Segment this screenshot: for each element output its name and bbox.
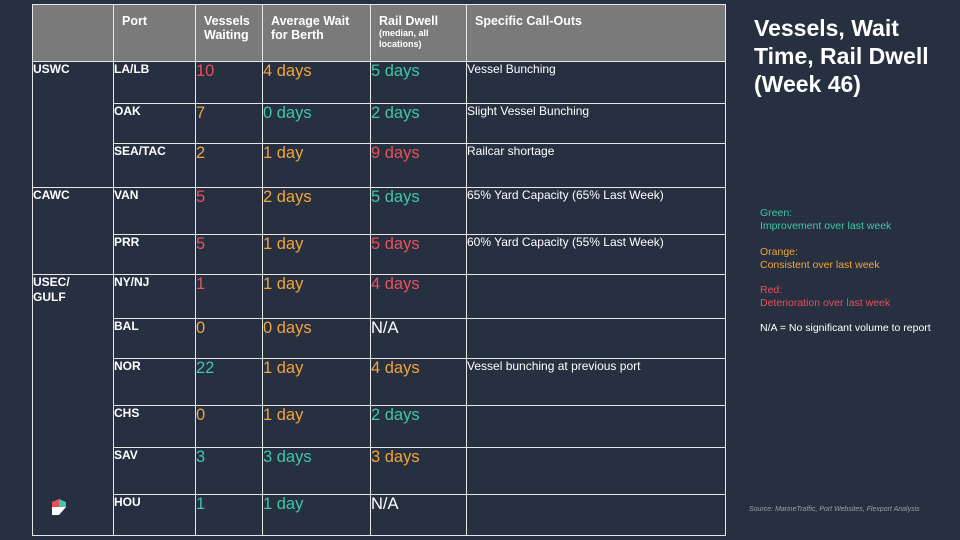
table-row [33,275,726,319]
callout-cell: 65% Yard Capacity (65% Last Week) [467,188,726,235]
callout-cell [467,406,726,448]
dwell-cell: N/A [371,319,467,359]
dwell-cell: 5 days [371,188,467,235]
dwell-cell: 5 days [371,62,467,104]
wait-cell: 2 days [263,188,371,235]
region-uswc: USWC [33,62,114,188]
vessels-cell: 0 [196,406,263,448]
wait-header: Average Wait for Berth [263,5,371,62]
dwell-cell: 3 days [371,448,467,495]
vessels-cell: 7 [196,104,263,144]
legend-orange [760,246,955,272]
table-row [33,319,726,359]
wait-cell: 0 days [263,104,371,144]
port-cell: SAV [114,448,196,495]
vessels-header: Vessels Waiting [196,5,263,62]
dwell-cell: 4 days [371,359,467,406]
table-header-row [33,5,726,62]
region-usec-gulf [33,275,114,536]
wait-cell: 4 days [263,62,371,104]
vessels-cell: 3 [196,448,263,495]
legend-red [760,284,955,310]
page-title: Vessels, Wait Time, Rail Dwell (Week 46) [754,15,929,97]
vessels-cell: 2 [196,144,263,188]
legend-green-text: Improvement over last week [760,220,892,232]
dwell-cell: 2 days [371,104,467,144]
vessels-cell: 1 [196,275,263,319]
port-cell: VAN [114,188,196,235]
callout-cell: Railcar shortage [467,144,726,188]
callout-cell: Slight Vessel Bunching [467,104,726,144]
region-usec-gulf-label: USEC/ GULF [33,275,70,304]
callouts-header: Specific Call-Outs [467,5,726,62]
port-metrics-table [32,4,726,536]
port-cell: LA/LB [114,62,196,104]
region-cawc: CAWC [33,188,114,275]
vessels-cell: 5 [196,188,263,235]
table-row [33,448,726,495]
source-note: Source: MarineTraffic, Port Websites, Flexport Analysis [749,506,920,513]
vessels-cell: 1 [196,495,263,536]
dwell-cell: 4 days [371,275,467,319]
port-cell: BAL [114,319,196,359]
wait-cell: 1 day [263,495,371,536]
wait-cell: 0 days [263,319,371,359]
dwell-cell: 5 days [371,235,467,275]
legend-green [760,207,955,233]
callout-cell [467,448,726,495]
port-header: Port [114,5,196,62]
callout-cell [467,275,726,319]
callout-cell [467,495,726,536]
dwell-header-label: Rail Dwell [379,14,439,28]
port-cell: OAK [114,104,196,144]
table-row [33,495,726,536]
callout-cell: Vessel bunching at previous port [467,359,726,406]
vessels-cell: 22 [196,359,263,406]
vessels-cell: 5 [196,235,263,275]
wait-cell: 3 days [263,448,371,495]
legend-red-text: Deterioration over last week [760,297,891,309]
legend-orange-label: Orange: [760,246,798,258]
legend-orange-text: Consistent over last week [760,259,880,271]
table-row [33,144,726,188]
table-row [33,104,726,144]
port-cell: CHS [114,406,196,448]
dwell-cell: N/A [371,495,467,536]
wait-cell: 1 day [263,235,371,275]
legend-red-label: Red: [760,284,783,296]
dwell-header-sub: (median, all locations) [379,28,429,49]
legend-na: N/A = No significant volume to report [760,322,931,334]
dwell-cell: 2 days [371,406,467,448]
vessels-cell: 0 [196,319,263,359]
port-cell: HOU [114,495,196,536]
legend-green-label: Green: [760,207,793,219]
port-cell: SEA/TAC [114,144,196,188]
wait-cell: 1 day [263,275,371,319]
callout-cell: 60% Yard Capacity (55% Last Week) [467,235,726,275]
wait-cell: 1 day [263,406,371,448]
table-row [33,406,726,448]
port-cell: NY/NJ [114,275,196,319]
region-header [33,5,114,62]
table-row [33,188,726,235]
flexport-logo-icon [51,498,67,516]
table-row [33,359,726,406]
dwell-cell: 9 days [371,144,467,188]
vessels-cell: 10 [196,62,263,104]
port-cell: PRR [114,235,196,275]
callout-cell: Vessel Bunching [467,62,726,104]
callout-cell [467,319,726,359]
table-row [33,235,726,275]
table-row [33,62,726,104]
port-cell: NOR [114,359,196,406]
dwell-header [371,5,467,62]
wait-cell: 1 day [263,359,371,406]
wait-cell: 1 day [263,144,371,188]
